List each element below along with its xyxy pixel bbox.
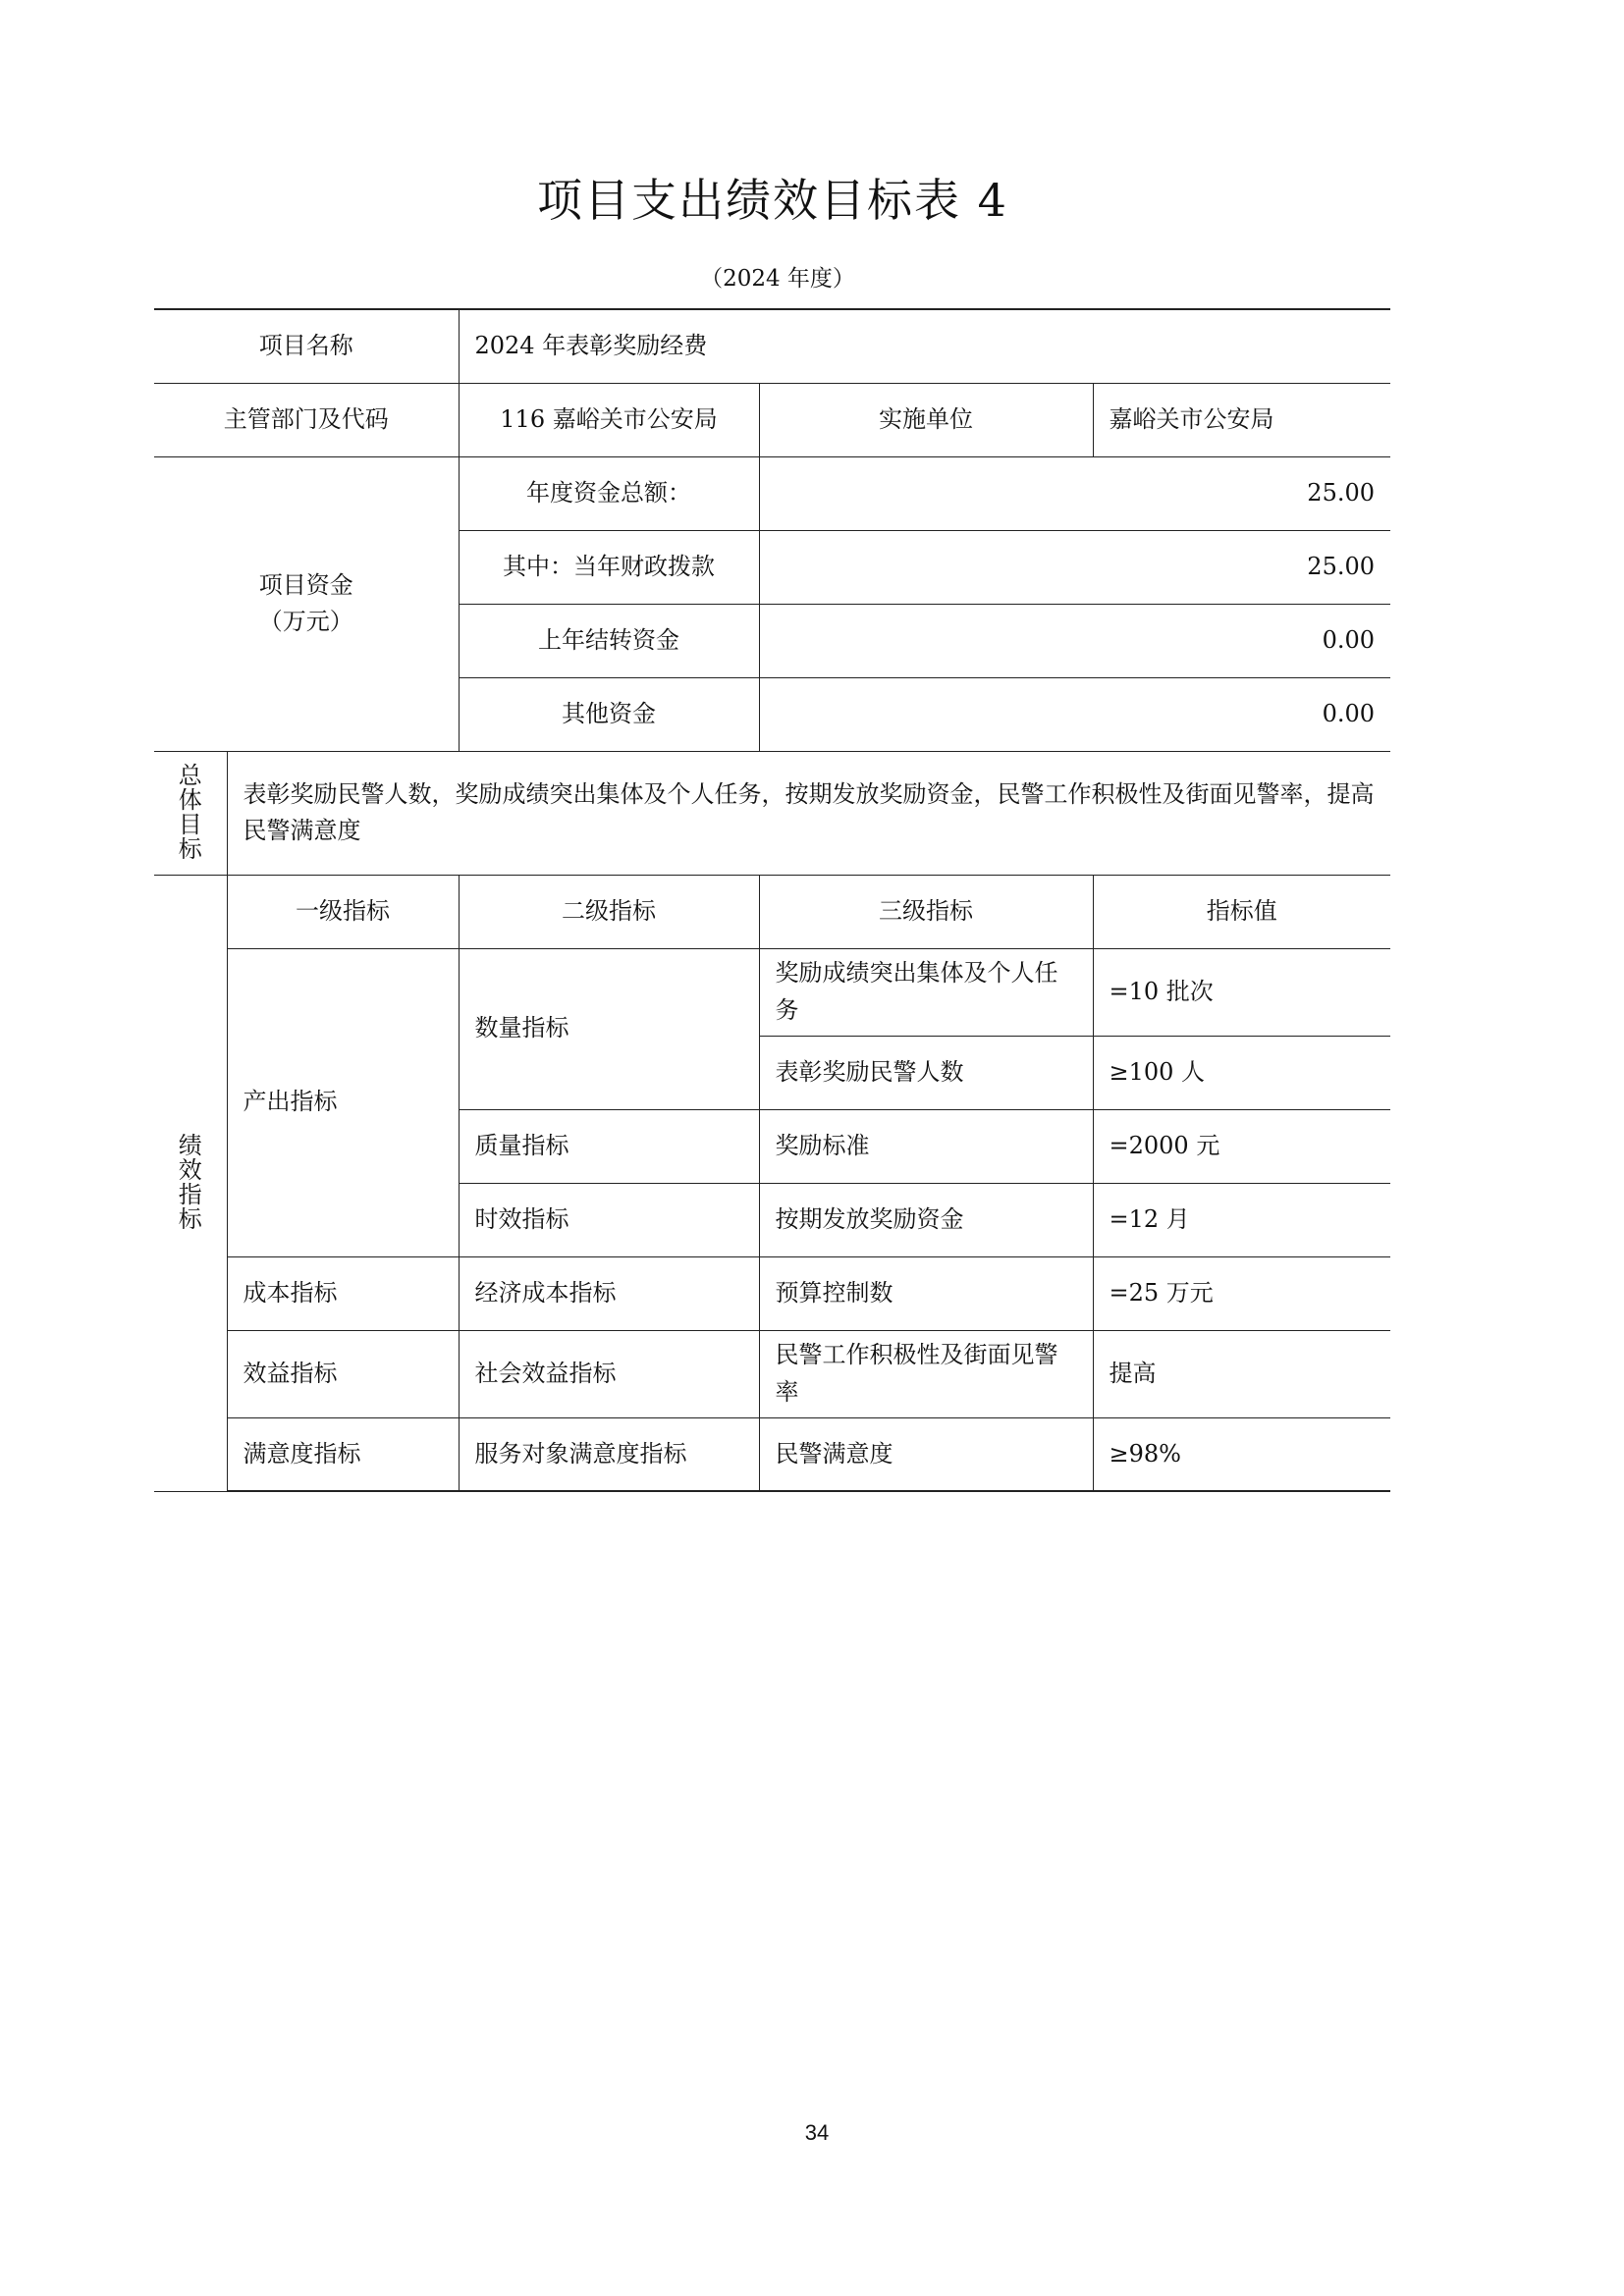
level2-cell: 时效指标 <box>459 1183 759 1256</box>
level1-cell: 成本指标 <box>227 1256 459 1330</box>
value-cell: =10 批次 <box>1093 948 1390 1036</box>
level2-cell: 质量指标 <box>459 1109 759 1183</box>
funds-row-value: 0.00 <box>759 677 1390 751</box>
performance-indicator-label: 绩 效 指 标 <box>154 875 227 1491</box>
department-label: 主管部门及代码 <box>154 383 459 456</box>
level3-cell: 按期发放奖励资金 <box>759 1183 1093 1256</box>
indicator-row <box>154 1330 1390 1417</box>
header-level1: 一级指标 <box>227 875 459 948</box>
funds-row-value: 25.00 <box>759 456 1390 530</box>
page-subtitle: （2024 年度） <box>700 266 855 292</box>
funds-row-value: 0.00 <box>759 604 1390 677</box>
value-cell: ≥100 人 <box>1093 1036 1390 1109</box>
level3-cell: 民警满意度 <box>759 1417 1093 1491</box>
value-cell: =25 万元 <box>1093 1256 1390 1330</box>
project-name-label: 项目名称 <box>154 309 459 383</box>
value-cell: ≥98% <box>1093 1417 1390 1491</box>
overall-goal-text: 表彰奖励民警人数，奖励成绩突出集体及个人任务，按期发放奖励资金，民警工作积极性及街面见警率，提高民警满意度 <box>227 751 1390 875</box>
implementing-unit-label: 实施单位 <box>759 383 1093 456</box>
level2-cell: 经济成本指标 <box>459 1256 759 1330</box>
indicator-header-row <box>154 875 1390 948</box>
level3-cell: 奖励成绩突出集体及个人任务 <box>759 948 1093 1036</box>
overall-goal-label: 总 体 目 标 <box>154 751 227 875</box>
project-name-row <box>154 309 1390 383</box>
level3-cell: 表彰奖励民警人数 <box>759 1036 1093 1109</box>
overall-goal-row <box>154 751 1390 875</box>
indicator-row <box>154 1417 1390 1491</box>
indicator-row <box>154 1256 1390 1330</box>
level3-cell: 预算控制数 <box>759 1256 1093 1330</box>
performance-target-table <box>154 308 1390 1492</box>
funds-row-value: 25.00 <box>759 530 1390 604</box>
project-name-value: 2024 年表彰奖励经费 <box>459 309 1390 383</box>
funds-row-label: 其中：当年财政拨款 <box>459 530 759 604</box>
level2-cell: 服务对象满意度指标 <box>459 1417 759 1491</box>
header-value: 指标值 <box>1093 875 1390 948</box>
page-title: 项目支出绩效目标表 4 <box>537 174 1008 227</box>
level2-cell: 社会效益指标 <box>459 1330 759 1417</box>
indicator-row <box>154 948 1390 1036</box>
level3-cell: 民警工作积极性及街面见警率 <box>759 1330 1093 1417</box>
level1-cell: 效益指标 <box>227 1330 459 1417</box>
level3-cell: 奖励标准 <box>759 1109 1093 1183</box>
implementing-unit-value: 嘉峪关市公安局 <box>1093 383 1390 456</box>
department-row <box>154 383 1390 456</box>
funds-label-line1: 项目资金 <box>258 570 353 599</box>
value-cell: =2000 元 <box>1093 1109 1390 1183</box>
page-number: 34 <box>804 2120 830 2145</box>
level1-output: 产出指标 <box>227 948 459 1256</box>
funds-label <box>154 456 459 751</box>
level1-cell: 满意度指标 <box>227 1417 459 1491</box>
funds-row-label: 年度资金总额： <box>459 456 759 530</box>
header-level2: 二级指标 <box>459 875 759 948</box>
funds-row <box>154 456 1390 530</box>
department-value: 116 嘉峪关市公安局 <box>459 383 759 456</box>
level2-quantity: 数量指标 <box>459 948 759 1109</box>
value-cell: =12 月 <box>1093 1183 1390 1256</box>
funds-row-label: 上年结转资金 <box>459 604 759 677</box>
funds-row-label: 其他资金 <box>459 677 759 751</box>
funds-label-line2: （万元） <box>258 608 353 635</box>
header-level3: 三级指标 <box>759 875 1093 948</box>
value-cell: 提高 <box>1093 1330 1390 1417</box>
